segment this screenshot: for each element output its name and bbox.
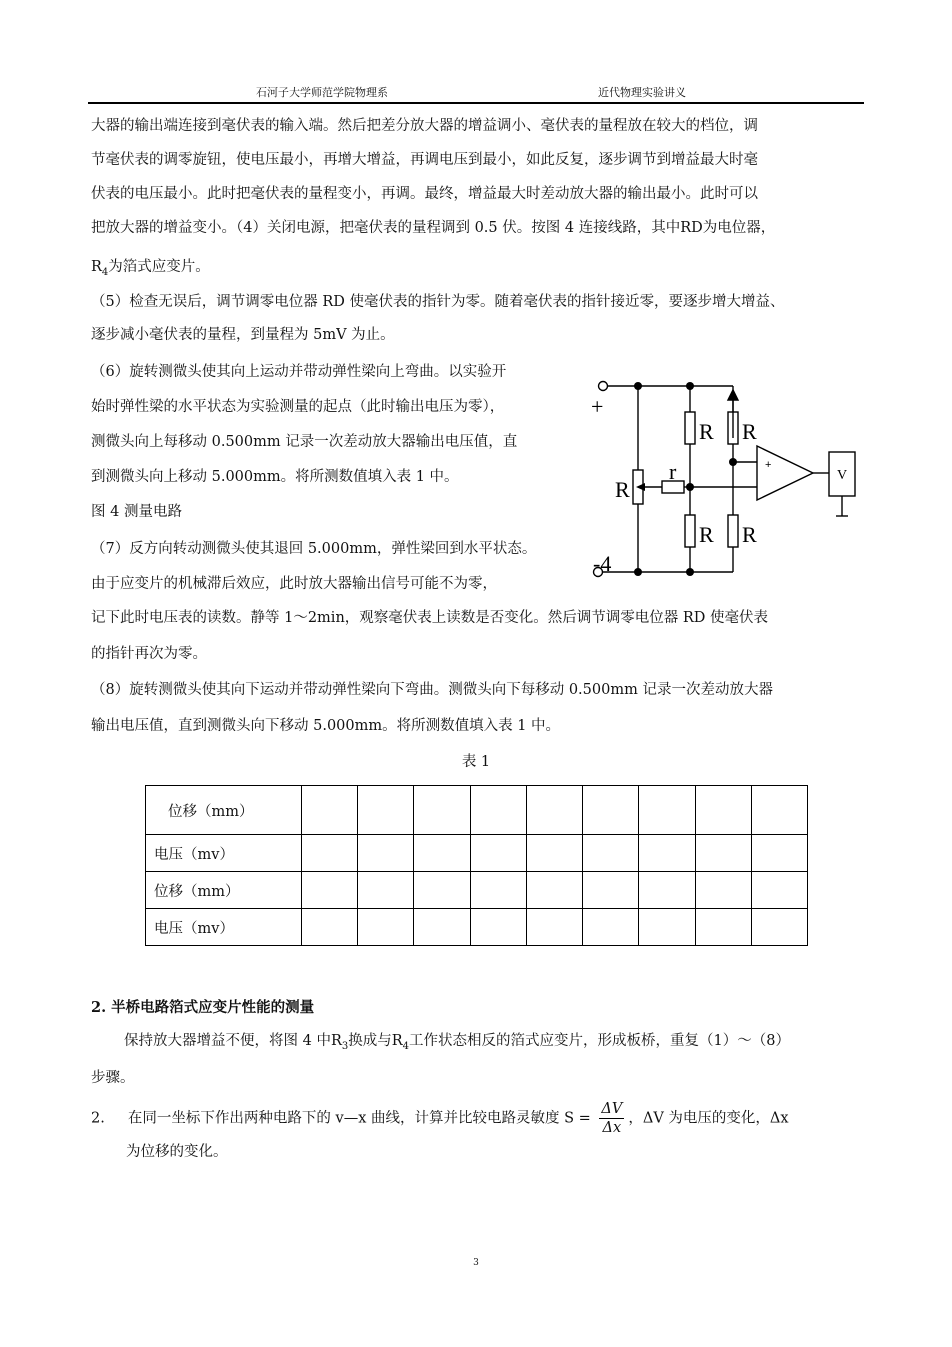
table-row [146, 872, 808, 909]
voltmeter-label: V [837, 468, 848, 483]
figure-caption: 图 4 测量电路 [91, 504, 182, 520]
paragraph-line: （6）旋转测微头使其向上运动并带动弹性梁向上弯曲。以实验开 [91, 364, 507, 380]
paragraph-line: （8）旋转测微头使其向下运动并带动弹性梁向下弯曲。测微头向下每移动 0.500mm 记录一次差动放大器 [91, 682, 773, 698]
row-header: 电压（mv） [146, 835, 302, 872]
paragraph-line: 由于应变片的机械滞后效应，此时放大器输出信号可能不为零， [91, 576, 497, 592]
paragraph-line: $R_4$为箔式应变片。 [91, 259, 210, 278]
row-header: 位移（mm） [146, 872, 302, 909]
paragraph-line: 伏表的电压最小。此时把毫伏表的量程变小，再调。最终，增益最大时差动放大器的输出最小。此时可以 [91, 186, 758, 202]
list-item: 2. 在同一坐标下作出两种电路下的 v—x 曲线，计算并比较电路灵敏度 S = $\frac{\Delta V}{\Delta x}$ ，ΔV 为电压的变化，Δx [91, 1101, 789, 1136]
minus-terminal-label: -4 [593, 551, 612, 576]
resistor-label: R [742, 522, 757, 547]
row-header: 电压（mv） [146, 909, 302, 946]
row-header: 位移（mm） [146, 786, 302, 835]
bridge-circuit-diagram [585, 370, 870, 585]
section-title: 2. 半桥电路箔式应变片性能的测量 [91, 999, 315, 1016]
paragraph-line: 始时弹性梁的水平状态为实验测量的起点（此时输出电压为零）， [91, 399, 505, 415]
header-right: 近代物理实验讲义 [598, 86, 686, 99]
resistor-label: R [699, 522, 714, 547]
resistor-label: R [699, 419, 714, 444]
paragraph-line: 保持放大器增益不便，将图 4 中$R_3$换成与$R_4$工作状态相反的箔式应变片，形成板桥，重复（1）～（8） [124, 1033, 790, 1052]
paragraph-line: 节毫伏表的调零旋钮，使电压最小，再增大增益，再调电压到最小，如此反复，逐步调节到增益最大时毫 [91, 152, 758, 168]
paragraph-line: （7）反方向转动测微头使其退回 5.000mm，弹性梁回到水平状态。 [91, 541, 537, 557]
page-header [88, 82, 864, 104]
potentiometer-label: R [615, 477, 630, 502]
resistor-label: R [742, 419, 757, 444]
table-row [146, 786, 808, 835]
paragraph-line: 逐步减小毫伏表的量程，到量程为 5mV 为止。 [91, 327, 395, 343]
paragraph-line: （5）检查无误后，调节调零电位器 RD 使毫伏表的指针为零。随着毫伏表的指针接近零，要逐步增大增益、 [91, 294, 785, 310]
amp-plus-label: + [765, 459, 772, 471]
data-table [145, 785, 808, 946]
paragraph-line: 的指针再次为零。 [91, 646, 207, 662]
paragraph-line: 把放大器的增益变小。（4）关闭电源，把毫伏表的量程调到 0.5 伏。按图 4 连接线路，其中RD为电位器， [91, 220, 776, 236]
paragraph-line: 记下此时电压表的读数。静等 1～2min，观察毫伏表上读数是否变化。然后调节调零电位器 RD 使毫伏表 [91, 610, 769, 626]
paragraph-line: 输出电压值，直到测微头向下移动 5.000mm。将所测数值填入表 1 中。 [91, 718, 561, 734]
sensitivity-formula: $\frac{\Delta V}{\Delta x}$ [601, 1101, 623, 1136]
page-number: 3 [473, 1258, 479, 1268]
plus-terminal-label: + [591, 394, 604, 419]
small-resistor-label: r [669, 459, 677, 484]
paragraph-line: 到测微头向上移动 5.000mm。将所测数值填入表 1 中。 [91, 469, 459, 485]
table-row [146, 909, 808, 946]
paragraph-line: 大器的输出端连接到毫伏表的输入端。然后把差分放大器的增益调小、毫伏表的量程放在较大的档位，调 [91, 118, 758, 134]
paragraph-line: 测微头向上每移动 0.500mm 记录一次差动放大器输出电压值，直 [91, 434, 518, 450]
header-left: 石河子大学师范学院物理系 [256, 86, 388, 99]
table-row [146, 835, 808, 872]
table-caption: 表 1 [461, 754, 491, 770]
paragraph-line: 步骤。 [91, 1070, 135, 1086]
paragraph-line: 为位移的变化。 [126, 1144, 228, 1160]
